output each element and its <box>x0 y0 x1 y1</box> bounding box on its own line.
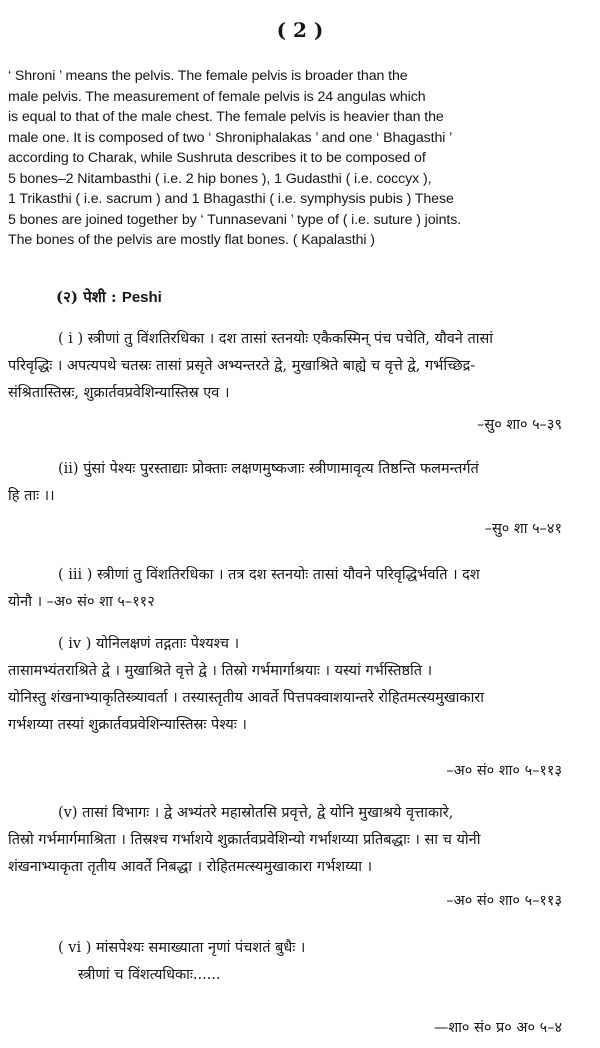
intro-line: The bones of the pelvis are mostly flat bones. ( Kapalasthi ) <box>8 232 375 248</box>
intro-line: according to Charak, while Sushruta describes it to be composed of <box>8 150 426 166</box>
intro-line: is equal to that of the male chest. The female pelvis is heavier than the <box>8 109 444 125</box>
verse-block <box>8 456 594 510</box>
verse-block <box>8 631 594 739</box>
verse-block <box>8 935 594 989</box>
verse-line: परिवृद्धिः । अपत्यपथे चतस्रः तासां प्रसृते अभ्यन्तरते द्वे, मुखाश्रिते बाह्ये च वृत्ते द्वे, गर्भच्छिद्र- <box>8 358 476 374</box>
verse-line: (v) तासां विभागः । द्वे अभ्यंतरे महास्रोतसि प्रवृत्ते, द्वे योनि मुखाश्रये वृत्ताकारे, <box>58 805 454 821</box>
page-number: ( 2 ) <box>276 18 324 42</box>
verse-line: स्त्रीणां च विंशत्यधिकाः...... <box>78 967 221 983</box>
verse-block <box>8 800 594 881</box>
intro-line: 5 bones are joined together by ‘ Tunnasevani ’ type of ( i.e. suture ) joints. <box>8 211 462 228</box>
verse-line: संश्रितास्तिस्रः, शुक्रार्तवप्रवेशिन्यास्तिस्र एव । <box>8 385 230 401</box>
verse-line: ( vi ) मांसपेश्यः समाख्याता नृणां पंचशतं बुधैः । <box>58 940 306 956</box>
verse-reference: –अ० सं० शा० ५–११३ <box>446 893 562 909</box>
verse-line: गर्भशय्या तस्यां शुक्रार्तवप्रवेशिन्यास्तिस्रः पेश्यः । <box>8 717 247 733</box>
intro-line: male one. It is composed of two ‘ Shroniphalakas ’ and one ‘ Bhagasthi ’ <box>8 129 453 146</box>
intro-paragraph <box>8 66 594 251</box>
verse-line: ( i ) स्त्रीणां तु विंशतिरधिका । दश तासां स्तनयोः एकैकस्मिन् पंच पचेति, यौवने तासां <box>58 331 494 347</box>
section-heading-latin: Peshi <box>121 289 162 306</box>
intro-line: male pelvis. The measurement of female pelvis is 24 angulas which <box>8 88 426 105</box>
verse-line: ( iii ) स्त्रीणां तु विंशतिरधिका । तत्र दश स्तनयोः तासां यौवने परिवृद्धिर्भवति । दश <box>58 567 480 583</box>
verse-line: ( iv ) योनिलक्षणं तद्गताः पेश्यश्च । <box>58 636 240 652</box>
verse-line: तिस्रो गर्भमार्गमाश्रिता । तिस्रश्च गर्भाशये शुक्रार्तवप्रवेशिन्यो गर्भाशय्या प्रतिबद्धाः । सा च योनी <box>8 832 481 848</box>
intro-line: 1 Trikasthi ( i.e. sacrum ) and 1 Bhagasthi ( i.e. symphysis pubis ) These <box>8 191 454 207</box>
verse-line: योनौ । –अ० सं० शा ५–११२ <box>8 594 155 610</box>
verse-block <box>8 326 594 407</box>
verse-line: हि ताः ।। <box>8 488 55 504</box>
verse-reference: –सु० शा ५–४१ <box>484 521 562 537</box>
verse-reference: —शा० सं० प्र० अ० ५–४ <box>433 1020 562 1036</box>
intro-line: ‘ Shroni ’ means the pelvis. The female pelvis is broader than the <box>8 68 408 84</box>
verse-reference: –अ० सं० शा० ५–११३ <box>446 763 562 779</box>
section-heading <box>56 287 162 307</box>
verse-line: योनिस्तु शंखनाभ्याकृतिस्त्र्यावर्ता । तस्यास्तृतीय आवर्ते पित्तपक्वाशयान्तरे रोहितमत्स्यमुखाकारा <box>8 690 485 706</box>
verse-line: (ii) पुंसां पेश्यः पुरस्ताद्याः प्रोक्ताः लक्षणमुष्कजाः स्त्रीणामावृत्य तिष्ठन्ति फलमन्तर्गतं <box>58 461 479 477</box>
verse-block <box>8 562 594 616</box>
verse-reference: –सु० शा० ५–३९ <box>477 417 562 433</box>
section-heading-devanagari: (२) पेशी : <box>56 288 117 306</box>
intro-line: 5 bones–2 Nitambasthi ( i.e. 2 hip bones ), 1 Gudasthi ( i.e. coccyx ), <box>8 170 432 187</box>
verse-line: शंखनाभ्याकृता तृतीय आवर्ते निबद्धा । रोहितमत्स्यमुखाकारा गर्भशय्या । <box>8 859 373 875</box>
verse-line: तासामभ्यंतराश्रिते द्वे । मुखाश्रिते वृत्ते द्वे । तिस्रो गर्भमार्गाश्रयाः । यस्यां गर्भस्तिष्ठति । <box>8 663 433 679</box>
